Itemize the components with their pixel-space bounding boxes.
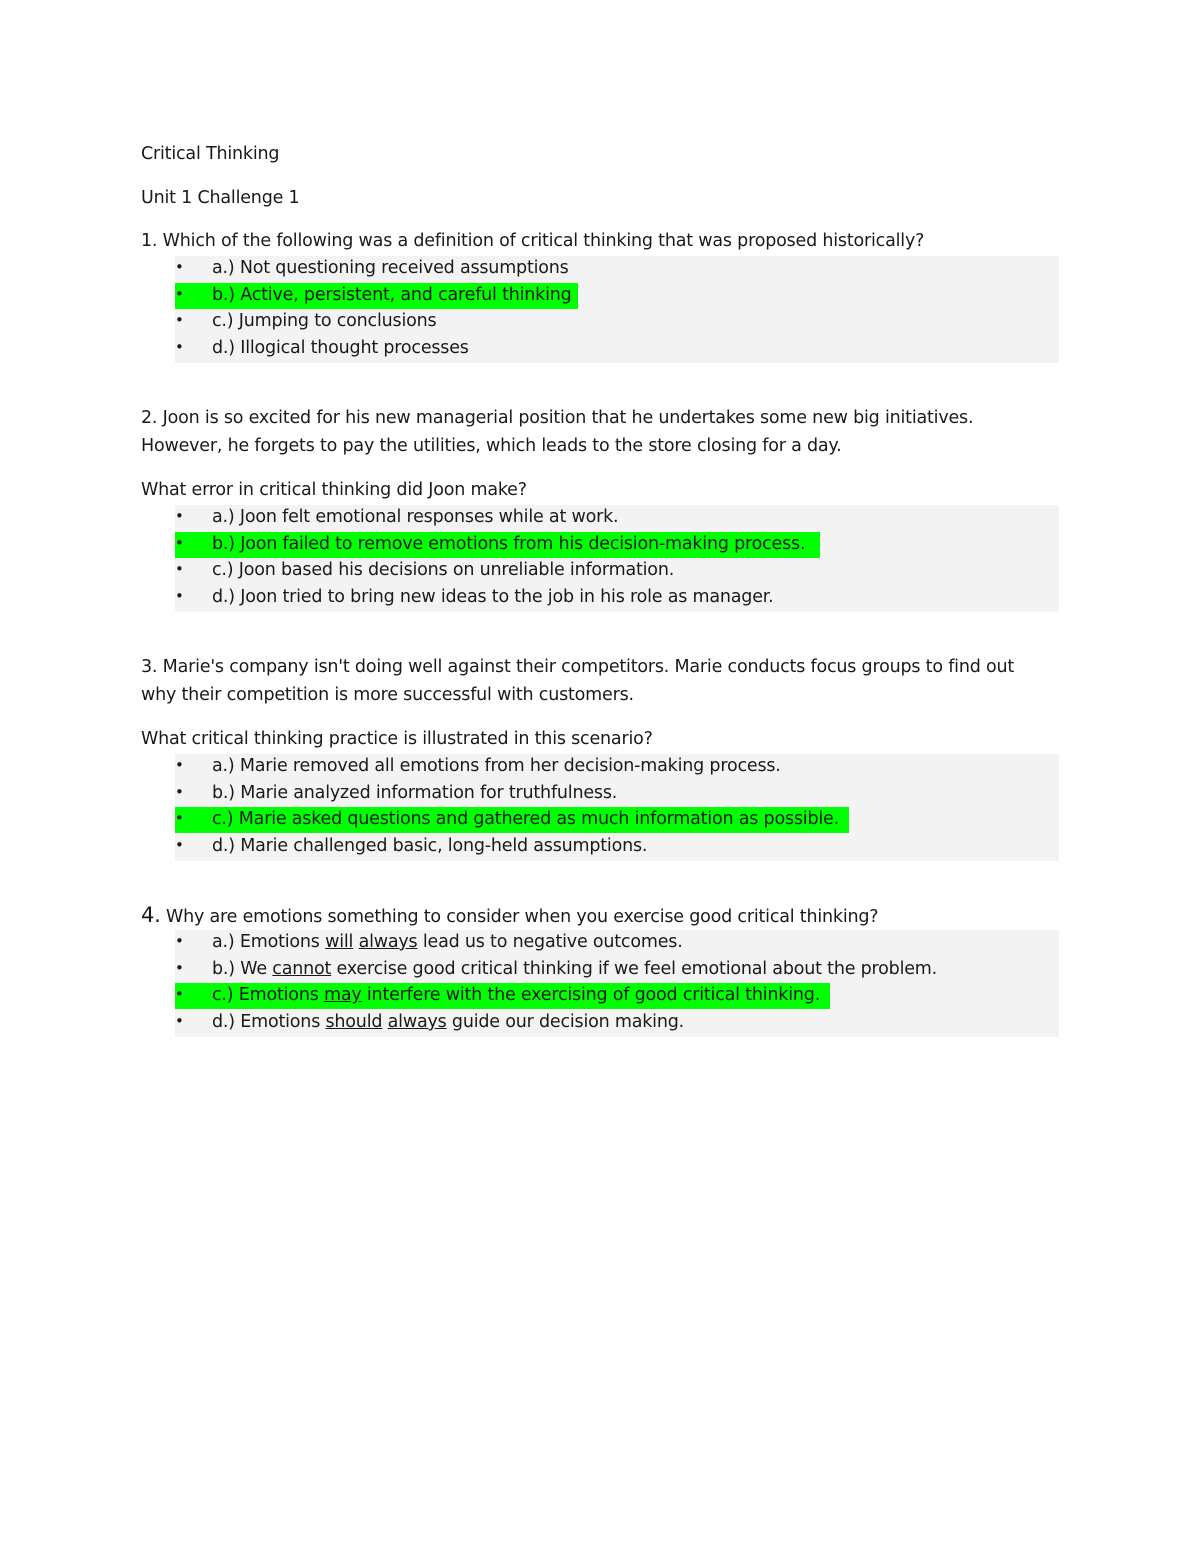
question-3-line-1 (141, 657, 1014, 677)
question-number: 4. (141, 903, 161, 927)
question-number: 3. (141, 657, 158, 677)
bullet-icon: • (175, 560, 184, 579)
option-text: a.) Emotions will always lead us to negative outcomes. (212, 932, 683, 952)
question-3-line-2: why their competition is more successful with customers. (141, 685, 634, 705)
option-text: b.) Marie analyzed information for truthfulness. (212, 782, 618, 803)
question-number: 2. (141, 408, 158, 428)
option-c-correct[interactable] (175, 807, 1059, 834)
question-text: Joon is so excited for his new managerial position that he undertakes some new big initiatives. (162, 408, 974, 428)
bullet-icon: • (175, 533, 184, 552)
question-4-options (175, 930, 1059, 1037)
option-text: d.) Marie challenged basic, long-held assumptions. (212, 836, 648, 857)
bullet-icon: • (175, 782, 184, 801)
bullet-icon: • (175, 311, 184, 330)
bullet-icon: • (175, 258, 184, 276)
document-title: Critical Thinking (141, 144, 280, 164)
option-b[interactable] (175, 781, 1059, 808)
question-1-options (175, 256, 1059, 363)
option-b-correct[interactable] (175, 532, 1059, 559)
question-text: Marie's company isn't doing well against their competitors. Marie conducts focus groups to find out (162, 657, 1015, 677)
option-text: b.) We cannot exercise good critical thinking if we feel emotional about the problem. (212, 958, 938, 979)
option-c[interactable] (175, 309, 1059, 336)
bullet-icon: • (175, 932, 184, 950)
bullet-icon: • (175, 809, 184, 828)
emphasis-word: always (387, 1012, 447, 1033)
option-a[interactable] (175, 256, 1059, 283)
option-b-correct[interactable] (175, 283, 1059, 310)
option-a[interactable] (175, 505, 1059, 532)
option-c-correct[interactable] (175, 983, 1059, 1010)
option-d[interactable] (175, 1010, 1059, 1037)
option-text: d.) Joon tried to bring new ideas to the job in his role as manager. (212, 587, 774, 608)
question-2-line-1 (141, 408, 973, 428)
question-2-prompt: What error in critical thinking did Joon make? (141, 480, 527, 500)
bullet-icon: • (175, 985, 184, 1004)
bullet-icon: • (175, 836, 184, 855)
question-4 (141, 903, 878, 927)
option-c[interactable] (175, 558, 1059, 585)
option-d[interactable] (175, 585, 1059, 612)
option-d[interactable] (175, 834, 1059, 861)
question-1 (141, 231, 924, 251)
option-b[interactable] (175, 957, 1059, 984)
bullet-icon: • (175, 338, 184, 357)
bullet-icon: • (175, 1012, 184, 1031)
option-text: c.) Emotions may interfere with the exercising of good critical thinking. (212, 985, 821, 1006)
option-a[interactable] (175, 930, 1059, 957)
option-text: c.) Joon based his decisions on unreliable information. (212, 560, 675, 581)
question-text: Why are emotions something to consider when you exercise good critical thinking? (166, 907, 879, 927)
question-text: Which of the following was a definition of critical thinking that was proposed historically? (162, 231, 925, 251)
emphasis-word: always (358, 932, 418, 952)
option-text: c.) Jumping to conclusions (212, 311, 437, 332)
option-text: a.) Marie removed all emotions from her decision-making process. (212, 756, 781, 776)
option-text: d.) Illogical thought processes (212, 338, 469, 359)
emphasis-word: cannot (272, 958, 332, 979)
option-a[interactable] (175, 754, 1059, 781)
document-subtitle: Unit 1 Challenge 1 (141, 188, 300, 208)
bullet-icon: • (175, 587, 184, 606)
option-d[interactable] (175, 336, 1059, 363)
emphasis-word: will (325, 932, 354, 952)
question-3-options (175, 754, 1059, 861)
option-text: b.) Active, persistent, and careful thinking (212, 284, 572, 305)
emphasis-word: should (325, 1012, 383, 1033)
emphasis-word: may (324, 985, 362, 1006)
option-text: d.) Emotions should always guide our decision making. (212, 1012, 684, 1033)
question-number: 1. (141, 231, 158, 251)
option-text: b.) Joon failed to remove emotions from his decision-making process. (212, 533, 806, 554)
bullet-icon: • (175, 756, 184, 774)
question-2-line-2: However, he forgets to pay the utilities, which leads to the store closing for a day. (141, 436, 842, 456)
option-text: a.) Not questioning received assumptions (212, 258, 569, 278)
bullet-icon: • (175, 507, 184, 525)
question-2-options (175, 505, 1059, 612)
question-3-prompt: What critical thinking practice is illustrated in this scenario? (141, 729, 653, 749)
bullet-icon: • (175, 958, 184, 977)
option-text: c.) Marie asked questions and gathered as much information as possible. (212, 809, 839, 830)
bullet-icon: • (175, 284, 184, 303)
option-text: a.) Joon felt emotional responses while at work. (212, 507, 619, 527)
